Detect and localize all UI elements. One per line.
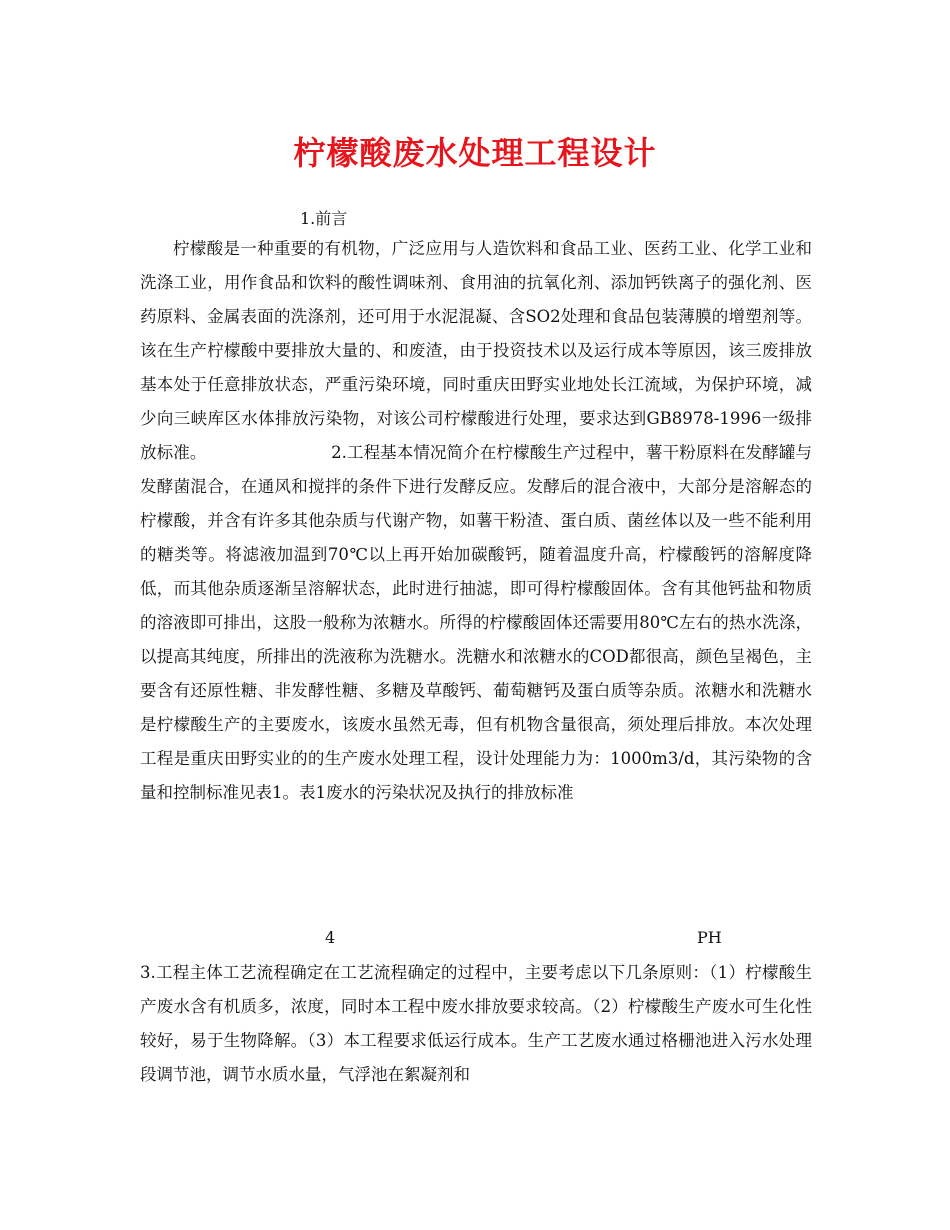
- document-title: 柠檬酸废水处理工程设计: [293, 134, 657, 172]
- table-cell-number: 4: [325, 928, 336, 947]
- paragraph-process-flow: 3.工程主体工艺流程确定在工艺流程确定的过程中，主要考虑以下几条原则：（1）柠檬酸生产废水含有机质多，浓度，同时本工程中废水排放要求较高。（2）柠檬酸生产废水可生化性较好，易于生物降解。（3）本工程要求低运行成本。生产工艺废水通过格栅池进入污水处理段调节池，调节水质水量，气浮池在絮凝剂和: [140, 963, 812, 1084]
- table-cell-ph: PH: [697, 928, 722, 947]
- section-heading-intro: 1.前言: [300, 209, 348, 228]
- table-residue-row: [0, 928, 950, 954]
- paragraph-intro-and-overview: 柠檬酸是一种重要的有机物，广泛应用与人造饮料和食品工业、医药工业、化学工业和洗涤工业，用作食品和饮料的酸性调味剂、食用油的抗氧化剂、添加钙铁离子的强化剂、医药原料、金属表面的洗涤剂，还可用于水泥混凝、含SO2处理和食品包装薄膜的增塑剂等。该在生产柠檬酸中要排放大量的、和废渣，由于投资技术以及运行成本等原因，该三废排放基本处于任意排放状态，严重污染环境，同时重庆田野实业地处长江流域，为保护环境，减少向三峡库区水体排放污染物，对该公司柠檬酸进行处理，要求达到GB8978-1996一级排放标准。 2.工程基本情况简介在柠檬酸生产过程中，薯干粉原料在发酵罐与发酵菌混合，在通风和搅拌的条件下进行发酵反应。发酵后的混合液中，大部分是溶解态的柠檬酸，并含有许多其他杂质与代谢产物，如薯干粉渣、蛋白质、菌丝体以及一些不能利用的糖类等。将滤液加温到70℃以上再开始加碳酸钙，随着温度升高，柠檬酸钙的溶解度降低，而其他杂质逐渐呈溶解状态，此时进行抽滤，即可得柠檬酸固体。含有其他钙盐和物质的溶液即可排出，这股一般称为浓糖水。所得的柠檬酸固体还需要用80℃左右的热水洗涤，以提高其纯度，所排出的洗液称为洗糖水。洗糖水和浓糖水的COD都很高，颜色呈褐色，主要含有还原性糖、非发酵性糖、多糖及草酸钙、葡萄糖钙及蛋白质等杂质。浓糖水和洗糖水是柠檬酸生产的主要废水，该废水虽然无毒，但有机物含量很高，须处理后排放。本次处理工程是重庆田野实业的的生产废水处理工程，设计处理能力为：1000m3/d，其污染物的含量和控制标准见表1。表1废水的污染状况及执行的排放标准: [140, 239, 812, 802]
